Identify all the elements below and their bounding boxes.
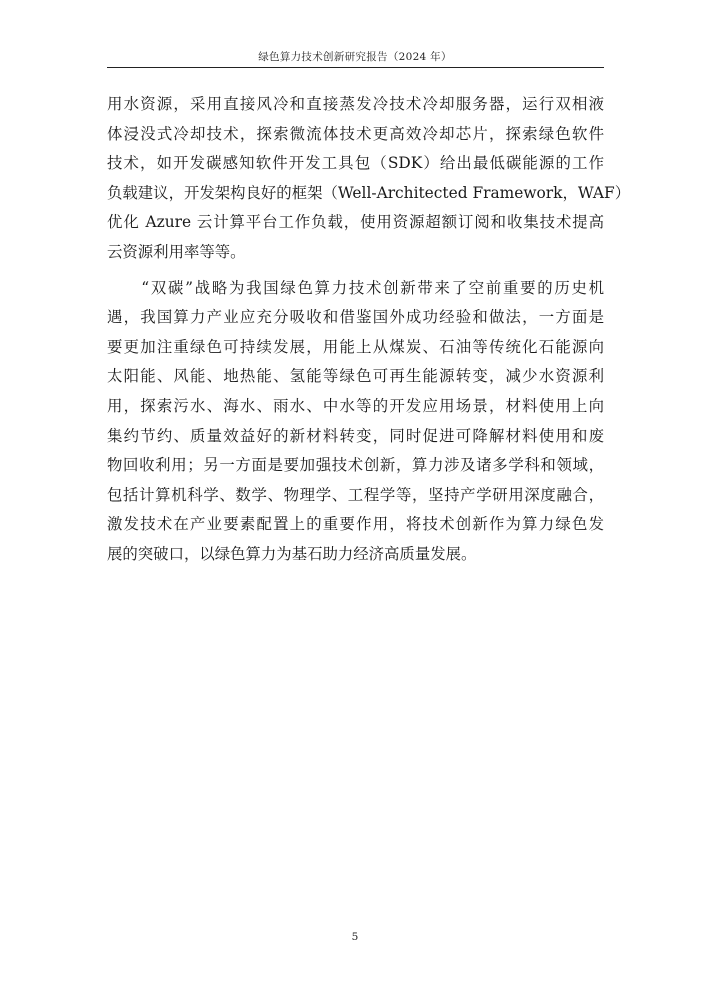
paragraph-1 bbox=[107, 90, 631, 268]
body-text bbox=[107, 90, 631, 570]
paragraph-line: 技术，如开发碳感知软件开发工具包（SDK）给出最低碳能源的工作 bbox=[107, 154, 604, 173]
page-number: 5 bbox=[351, 931, 359, 943]
paragraph-line: 用水资源，采用直接风冷和直接蒸发冷技术冷却服务器，运行双相液 bbox=[107, 95, 604, 113]
paragraph-line: 要更加注重绿色可持续发展，用能上从煤炭、石油等传统化石能源向 bbox=[107, 337, 604, 356]
paragraph-line: 用，探索污水、海水、雨水、中水等的开发应用场景，材料使用上向 bbox=[107, 396, 604, 415]
paragraph-line: “双碳”战略为我国绿色算力技术创新带来了空前重要的历史机 bbox=[107, 278, 604, 297]
header-divider bbox=[107, 67, 604, 68]
paragraph-line: 物回收利用；另一方面是要加强技术创新，算力涉及诸多学科和领域， bbox=[107, 456, 604, 475]
paragraph-line: 集约节约、质量效益好的新材料转变，同时促进可降解材料使用和废 bbox=[107, 426, 604, 445]
paragraph-line: 优化 Azure 云计算平台工作负载，使用资源超额订阅和收集技术提高 bbox=[107, 213, 604, 232]
paragraph-line: 云资源利用率等等。 bbox=[107, 242, 246, 261]
paragraph-line: 体浸没式冷却技术，探索微流体技术更高效冷却芯片，探索绿色软件 bbox=[107, 124, 604, 143]
paragraph-2 bbox=[107, 274, 604, 570]
paragraph-line: 遇，我国算力产业应充分吸收和借鉴国外成功经验和做法，一方面是 bbox=[107, 308, 604, 327]
paragraph-line: 激发技术在产业要素配置上的重要作用，将技术创新作为算力绿色发 bbox=[107, 515, 604, 534]
paragraph-line: 包括计算机科学、数学、物理学、工程学等，坚持产学研用深度融合， bbox=[107, 485, 604, 504]
running-header: 绿色算力技术创新研究报告（2024 年） bbox=[258, 51, 452, 63]
paragraph-line: 太阳能、风能、地热能、氢能等绿色可再生能源转变，减少水资源利 bbox=[107, 367, 604, 386]
paragraph-line: 负载建议，开发架构良好的框架（Well-Architected Framework，WAF） bbox=[107, 183, 631, 202]
paragraph-line: 展的突破口，以绿色算力为基石助力经济高质量发展。 bbox=[107, 544, 477, 563]
